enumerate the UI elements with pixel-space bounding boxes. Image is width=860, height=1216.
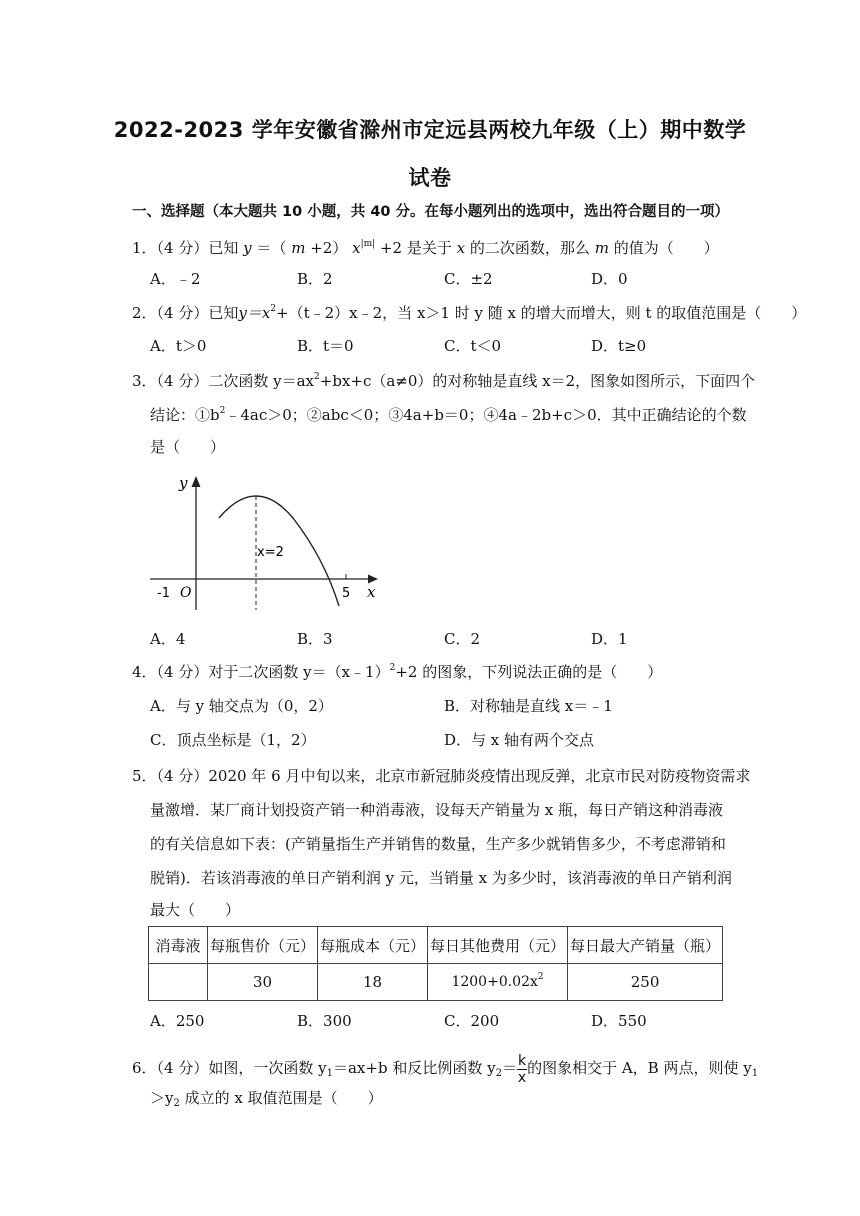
q6-sub4: 2 bbox=[173, 1098, 180, 1109]
question-5-line3: 的有关信息如下表：(产销量指生产并销售的数量，生产多少就销售多少，不考虑滞销和 bbox=[150, 835, 726, 853]
table-row bbox=[149, 964, 723, 1001]
q1-var-x: x bbox=[352, 239, 361, 257]
q3-l1a: 3．（4 分）二次函数 y＝ax bbox=[132, 372, 315, 390]
question-4-stem bbox=[132, 661, 662, 683]
page-title-cont: 试卷 bbox=[408, 166, 452, 190]
q4-option-c[interactable]: C．顶点坐标是（1，2） bbox=[150, 731, 316, 749]
parabola-graph bbox=[150, 470, 390, 610]
q5-option-b[interactable]: B．300 bbox=[297, 1012, 352, 1030]
q6-sub1: 1 bbox=[326, 1068, 333, 1079]
y-axis-label: y bbox=[179, 474, 188, 492]
question-5-line5: 最大（ ） bbox=[150, 901, 241, 919]
q6-fraction bbox=[517, 1053, 527, 1086]
table-header-cell: 每瓶成本（元） bbox=[318, 927, 428, 964]
q3-l1-sq: 2 bbox=[314, 372, 320, 382]
q6-l2a: ＞y bbox=[150, 1089, 174, 1107]
question-1-stem bbox=[132, 237, 719, 259]
q2-option-c[interactable]: C．t＜0 bbox=[444, 337, 502, 355]
q5-data-table bbox=[148, 926, 723, 1001]
q1-var-y: y bbox=[243, 239, 252, 257]
q1-option-c[interactable]: C．±2 bbox=[444, 270, 493, 288]
q6-c: ＝ bbox=[501, 1059, 517, 1077]
table-cell: 250 bbox=[568, 964, 723, 1001]
q3-l1c: +bx+c（a≠0）的对称轴是直线 x＝2，图象如图所示，下面四个 bbox=[319, 372, 756, 390]
q1-var-m2: m bbox=[594, 239, 609, 257]
table-header-cell: 每日最大产销量（瓶） bbox=[568, 927, 723, 964]
cost-formula: 1200+0.02x bbox=[451, 974, 538, 990]
q4-sq: 2 bbox=[389, 663, 396, 673]
q2-square: 2 bbox=[270, 304, 277, 314]
q5-option-a[interactable]: A．250 bbox=[150, 1012, 205, 1030]
q3-l2c: ﹣4ac＞0；②abc＜0；③4a+b＝0；④4a﹣2b+c＞0．其中正确结论的个数 bbox=[225, 406, 747, 424]
q5-option-c[interactable]: C．200 bbox=[444, 1012, 500, 1030]
q3-option-c[interactable]: C．2 bbox=[444, 630, 481, 648]
q6-numerator: k bbox=[517, 1052, 527, 1069]
q6-denominator: x bbox=[517, 1069, 527, 1086]
q1-option-b[interactable]: B．2 bbox=[297, 270, 333, 288]
q1-rest: +2 是关于 bbox=[379, 239, 452, 257]
origin-label: O bbox=[180, 585, 192, 601]
section-heading: 一、选择题（本大题共 10 小题，共 40 分。在每小题列出的选项中，选出符合题目的一项） bbox=[132, 204, 730, 220]
q1-rest3: 的值为（ ） bbox=[613, 239, 719, 257]
q3-l2a: 结论：①b bbox=[150, 406, 220, 424]
tick-label-5: 5 bbox=[342, 586, 351, 601]
question-6-line2 bbox=[150, 1087, 383, 1109]
question-3-line2 bbox=[150, 404, 747, 426]
q6-l2b: 成立的 x 取值范围是（ ） bbox=[179, 1089, 383, 1107]
q1-var-x2: x bbox=[456, 239, 466, 257]
question-5-line1: 5．（4 分）2020 年 6 月中旬以来，北京市新冠肺炎疫情出现反弹，北京市民对防疫物资需求 bbox=[132, 767, 751, 785]
table-cell: 18 bbox=[318, 964, 428, 1001]
table-header-cell: 每日其他费用（元） bbox=[428, 927, 568, 964]
q2-rest: +（t﹣2）x﹣2，当 x＞1 时 y 随 x 的增大而增大，则 t 的取值范围是（ ） bbox=[276, 304, 807, 322]
question-2-stem bbox=[132, 302, 806, 324]
table-header-row bbox=[149, 927, 723, 964]
q4-c: +2 的图象，下列说法正确的是（ ） bbox=[395, 663, 663, 681]
q4-option-b[interactable]: B．对称轴是直线 x＝﹣1 bbox=[444, 697, 613, 715]
q1-option-d[interactable]: D．0 bbox=[591, 270, 628, 288]
table-cell: 30 bbox=[208, 964, 318, 1001]
page-title: 2022-2023 学年安徽省滁州市定远县两校九年级（上）期中数学 bbox=[113, 118, 747, 142]
tick-label-neg1: -1 bbox=[157, 586, 170, 601]
q3-option-a[interactable]: A．4 bbox=[150, 630, 186, 648]
cost-square: 2 bbox=[537, 972, 544, 982]
q2-eq: y＝x bbox=[238, 304, 271, 322]
q6-b: ＝ax+b 和反比例函数 y bbox=[332, 1059, 496, 1077]
q3-option-d[interactable]: D．1 bbox=[591, 630, 628, 648]
y-axis-arrow bbox=[192, 476, 201, 487]
q1-plus: +2） bbox=[310, 239, 348, 257]
q1-exponent: |m| bbox=[360, 239, 376, 249]
q2-option-d[interactable]: D．t≥0 bbox=[591, 337, 647, 355]
table-header-cell: 每瓶售价（元） bbox=[208, 927, 318, 964]
table-cell bbox=[149, 964, 208, 1001]
q1-option-a[interactable]: A．﹣2 bbox=[150, 270, 201, 288]
q4-a: 4．（4 分）对于二次函数 y＝（x﹣1） bbox=[132, 663, 390, 681]
q6-d: 的图象相交于 A，B 两点，则使 y bbox=[527, 1059, 752, 1077]
q5-option-d[interactable]: D．550 bbox=[591, 1012, 647, 1030]
q2-option-b[interactable]: B．t＝0 bbox=[297, 337, 354, 355]
question-3-line1 bbox=[132, 370, 755, 392]
table-cell-cost bbox=[428, 964, 568, 1001]
q6-sub3: 1 bbox=[751, 1068, 759, 1079]
question-5-line4: 脱销)．若该消毒液的单日产销利润 y 元，当销量 x 为多少时，该消毒液的单日产销利润 bbox=[150, 869, 732, 887]
q1-prefix: 1．（4 分）已知 bbox=[132, 239, 239, 257]
q1-var-m: m bbox=[291, 239, 306, 257]
table-header-cell: 消毒液 bbox=[149, 927, 208, 964]
q2-option-a[interactable]: A．t＞0 bbox=[150, 337, 207, 355]
question-5-line2: 量激增．某厂商计划投资产销一种消毒液，设每天产销量为 x 瓶，每日产销这种消毒液 bbox=[150, 801, 723, 819]
q4-option-d[interactable]: D．与 x 轴有两个交点 bbox=[444, 731, 595, 749]
q6-a: 6．（4 分）如图，一次函数 y bbox=[132, 1059, 327, 1077]
q1-rest2: 的二次函数，那么 bbox=[469, 239, 590, 257]
q4-option-a[interactable]: A．与 y 轴交点为（0，2） bbox=[150, 697, 333, 715]
q2-prefix: 2．（4 分）已知 bbox=[132, 304, 239, 322]
q3-option-b[interactable]: B．3 bbox=[297, 630, 333, 648]
question-3-line3: 是（ ） bbox=[150, 438, 226, 456]
symmetry-label: x=2 bbox=[257, 545, 284, 560]
q6-sub2: 2 bbox=[495, 1068, 502, 1079]
x-axis-label: x bbox=[367, 583, 376, 601]
question-6-line1 bbox=[132, 1050, 758, 1086]
q1-eq: ＝（ bbox=[256, 239, 287, 257]
q3-l2-sq: 2 bbox=[219, 406, 226, 416]
